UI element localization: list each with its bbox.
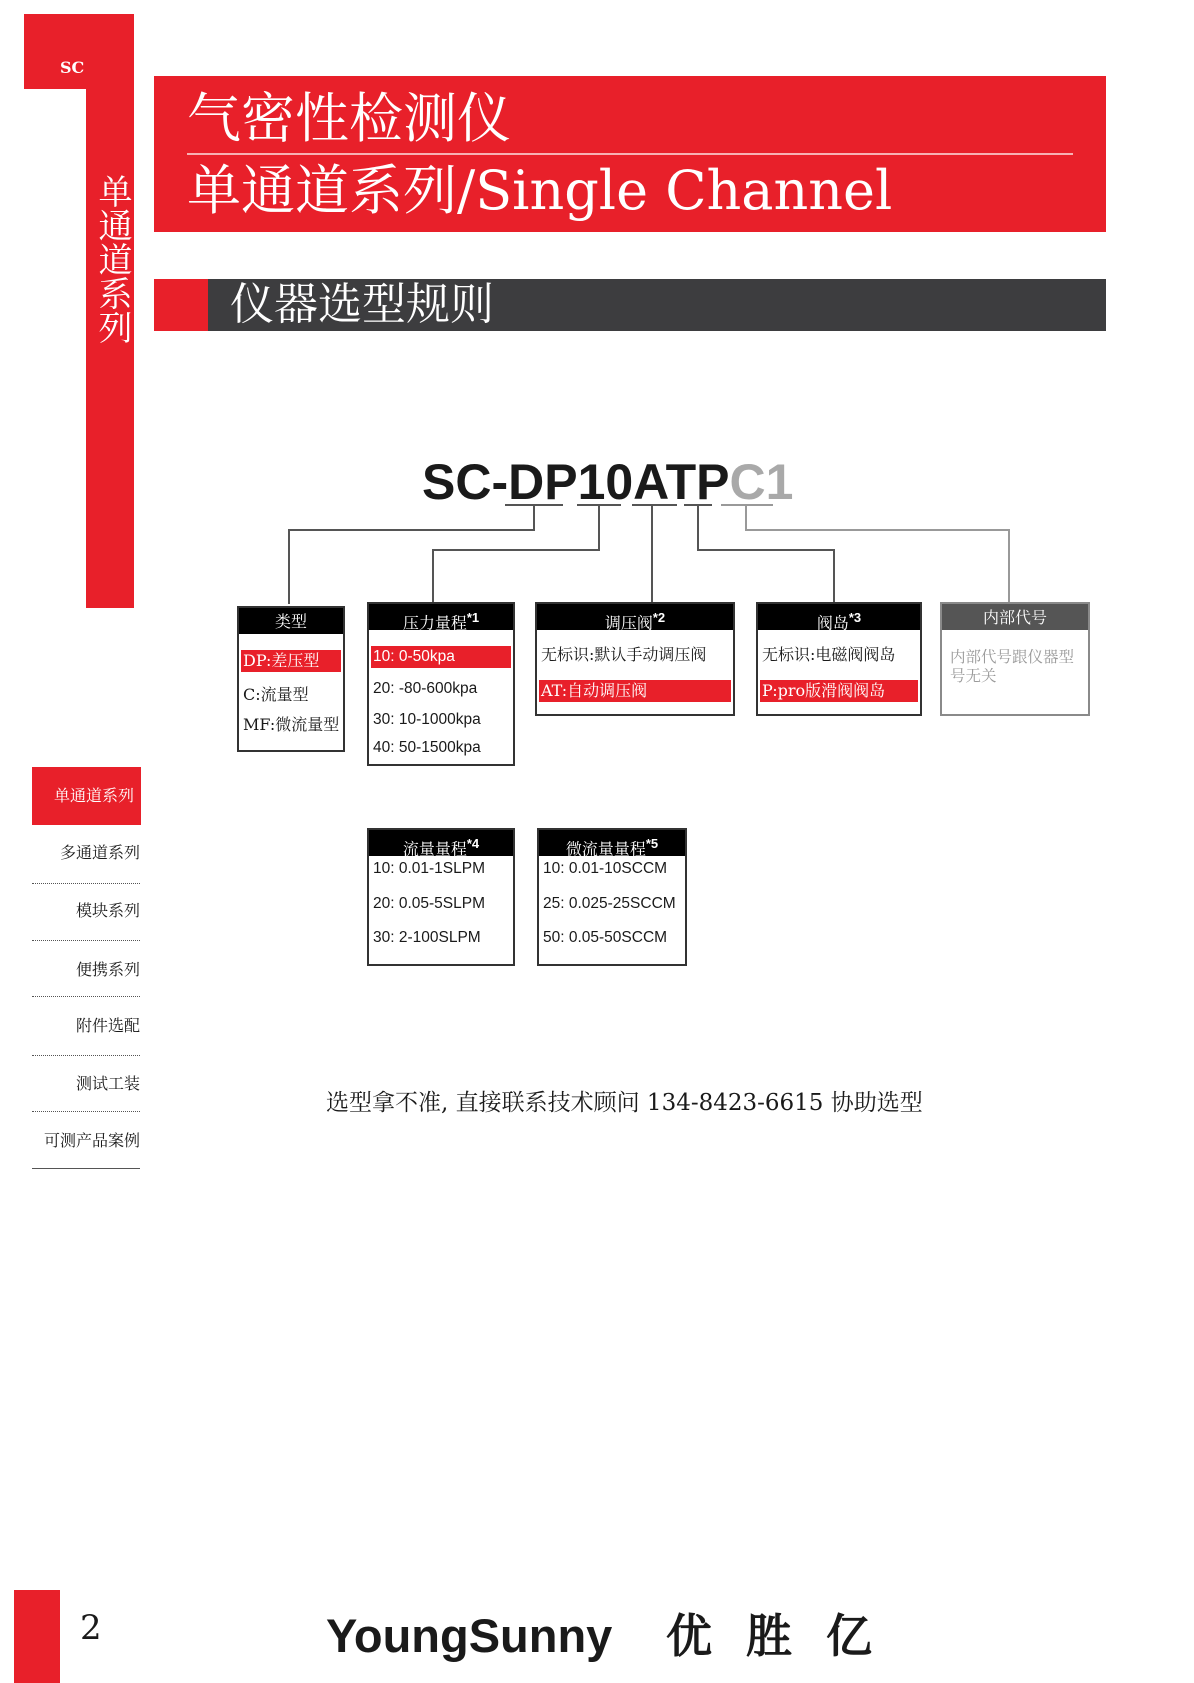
option-flow-20: 20: 0.05-5SLPM [373, 895, 486, 912]
footer-marker [14, 1590, 60, 1683]
option-header-flow: 流量量程$^{*4}$ [369, 830, 513, 856]
nav-item-multi-channel[interactable]: 多通道系列 [59, 843, 140, 862]
nav-divider [32, 940, 140, 941]
option-header-pressure: 压力量程$^{*1}$ [369, 604, 513, 630]
sc-label: SC [60, 58, 85, 77]
option-type-c: C:流量型 [243, 685, 309, 704]
option-flow-30: 30: 2-100SLPM [373, 929, 481, 946]
option-header-microflow: 微流量量程$^{*5}$ [539, 830, 685, 856]
option-internal-note: 内部代号跟仪器型号无关 [950, 648, 1075, 685]
nav-divider [32, 996, 140, 997]
option-box-flow [367, 828, 515, 966]
nav-item-portable[interactable]: 便携系列 [75, 960, 140, 979]
option-flow-10: 10: 0.01-1SLPM [373, 860, 486, 877]
option-pressure-30: 30: 10-1000kpa [373, 711, 481, 728]
option-header-internal: 内部代号 [942, 604, 1088, 630]
line-internal [746, 505, 1009, 604]
option-valve-pro: P:pro版滑阀阀岛 [760, 680, 918, 702]
page-subtitle: 单通道系列/Single Channel [187, 159, 893, 222]
line-pressure [433, 505, 599, 604]
option-box-type [237, 606, 345, 752]
option-box-pressure [367, 602, 515, 766]
section-title: 仪器选型规则 [230, 279, 494, 330]
option-pressure-20: 20: -80-600kpa [373, 680, 478, 697]
option-microflow-25: 25: 0.025-25SCCM [543, 895, 676, 912]
line-valve [698, 505, 834, 604]
nav-divider [32, 1168, 140, 1169]
nav-item-cases[interactable]: 可测产品案例 [43, 1131, 140, 1150]
brand-name-en: YoungSunny [326, 1609, 613, 1662]
nav-item-module[interactable]: 模块系列 [75, 901, 140, 920]
option-header-regulator: 调压阀$^{*2}$ [537, 604, 733, 630]
option-type-dp: DP:差压型 [241, 650, 341, 672]
option-box-valve [756, 602, 922, 716]
option-box-microflow [537, 828, 687, 966]
option-microflow-10: 10: 0.01-10SCCM [543, 860, 668, 877]
nav-divider [32, 1111, 140, 1112]
option-type-mf: MF:微流量型 [243, 715, 340, 734]
option-regulator-manual: 无标识:默认手动调压阀 [541, 645, 707, 664]
option-box-internal [940, 602, 1090, 716]
option-box-regulator [535, 602, 735, 716]
nav-item-fixtures[interactable]: 测试工装 [75, 1074, 140, 1093]
nav-divider [32, 1055, 140, 1056]
model-code-suffix: C1 [729, 454, 794, 510]
page-number: 2 [80, 1608, 102, 1648]
page-title: 气密性检测仪 [187, 87, 511, 150]
option-pressure-40: 40: 50-1500kpa [373, 739, 481, 756]
option-pressure-10: 10: 0-50kpa [371, 646, 511, 668]
option-header-type: 类型 [239, 608, 343, 634]
option-microflow-50: 50: 0.05-50SCCM [543, 929, 668, 946]
nav-divider [32, 883, 140, 884]
brand-name-cn: 优胜亿 [666, 1609, 906, 1663]
nav-item-single-channel[interactable]: 单通道系列 [53, 786, 134, 805]
contact-note: 选型拿不准, 直接联系技术顾问 134-8423-6615 协助选型 [326, 1090, 923, 1116]
option-regulator-auto: AT:自动调压阀 [539, 680, 731, 702]
line-type [289, 505, 534, 604]
option-header-valve: 阀岛$^{*3}$ [758, 604, 920, 630]
vertical-title: 单通道系列 [92, 174, 132, 344]
nav-item-accessories[interactable]: 附件选配 [75, 1016, 140, 1035]
option-valve-solenoid: 无标识:电磁阀阀岛 [762, 645, 896, 664]
model-code-main: SC-DP10ATP [422, 454, 730, 510]
